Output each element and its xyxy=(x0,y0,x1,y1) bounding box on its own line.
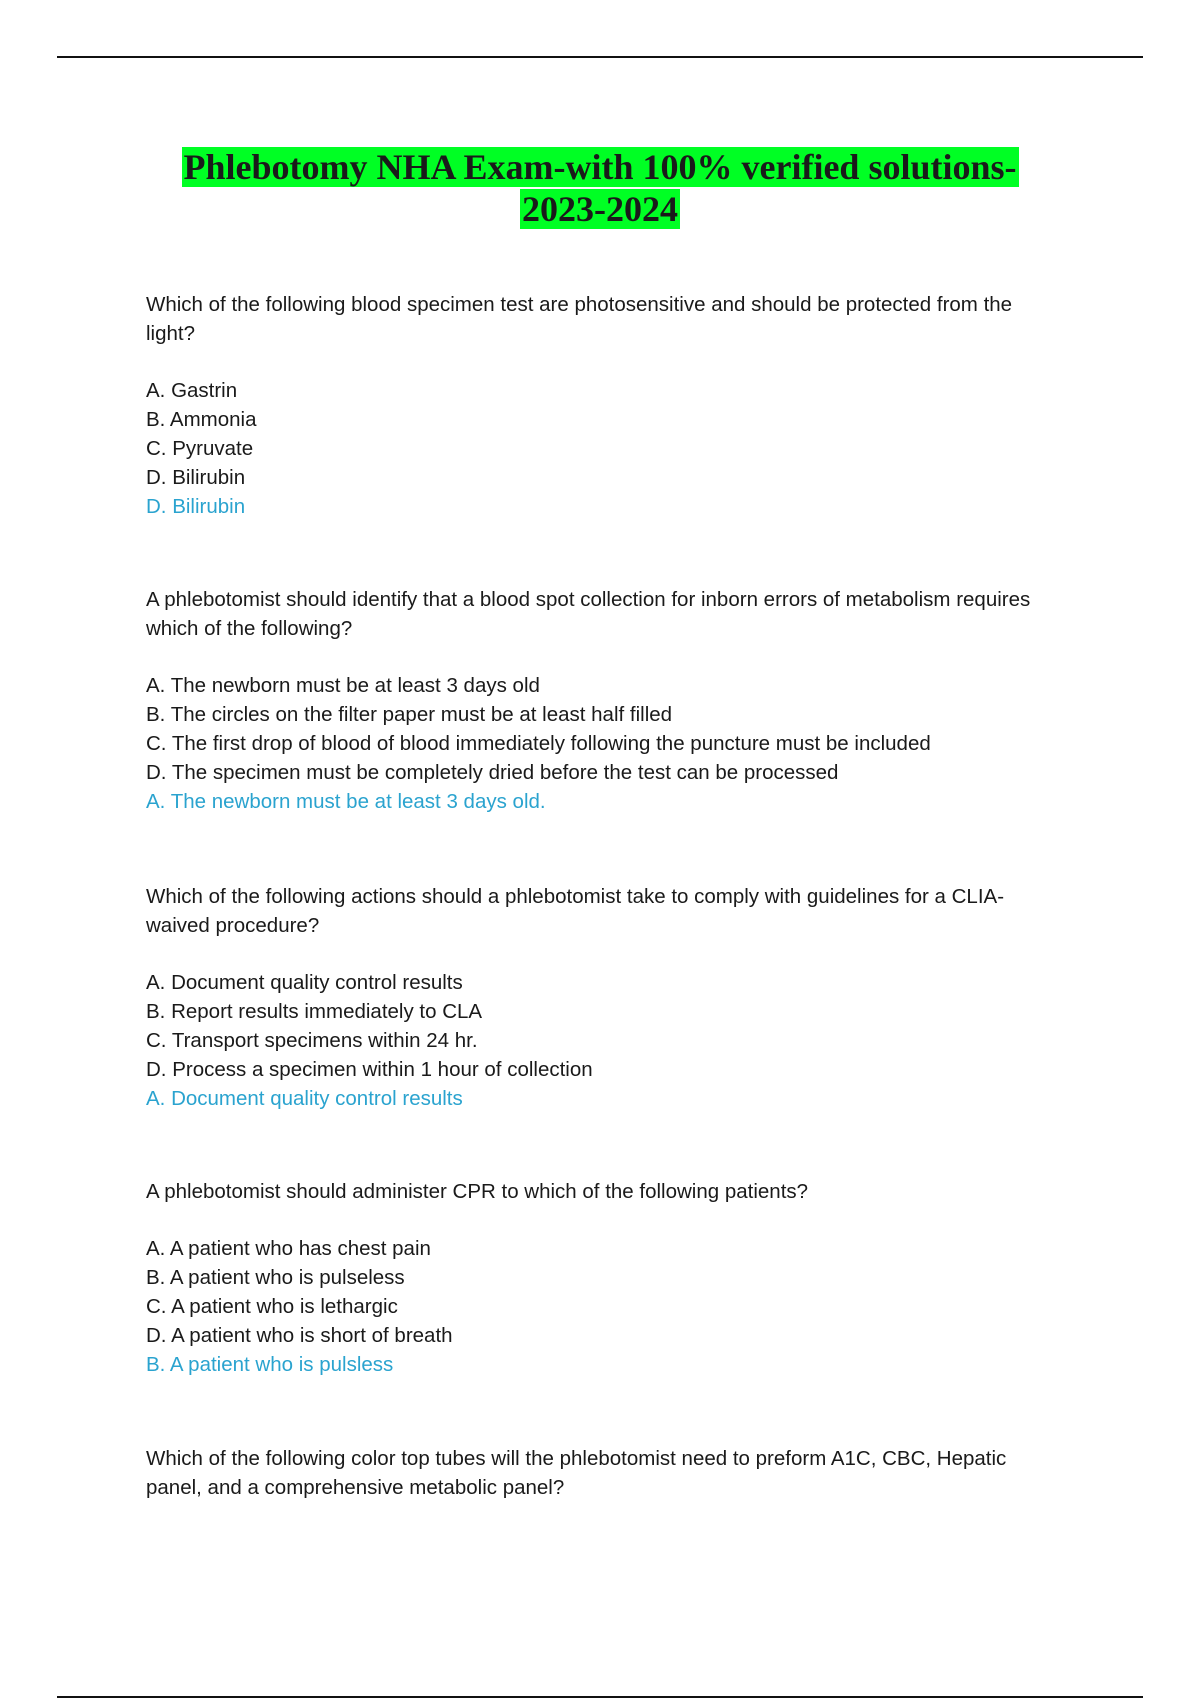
document-title xyxy=(100,146,1100,230)
option-list xyxy=(146,1234,1066,1350)
question-block xyxy=(146,290,1066,521)
correct-answer: B. A patient who is pulsless xyxy=(146,1353,394,1376)
option-a: A. The newborn must be at least 3 days old xyxy=(146,674,540,697)
option-b: B. Ammonia xyxy=(146,408,257,431)
title-line-2: 2023-2024 xyxy=(522,189,678,229)
option-b: B. A patient who is pulseless xyxy=(146,1266,405,1289)
question-stem: A phlebotomist should identify that a blood spot collection for inborn errors of metabolism requires which of the following? xyxy=(146,588,1031,640)
question-stem: A phlebotomist should administer CPR to which of the following patients? xyxy=(146,1180,809,1203)
option-d: D. Process a specimen within 1 hour of collection xyxy=(146,1058,593,1081)
title-line-1: Phlebotomy NHA Exam-with 100% verified solutions- xyxy=(183,147,1017,187)
correct-answer: D. Bilirubin xyxy=(146,495,246,518)
option-d: D. The specimen must be completely dried before the test can be processed xyxy=(146,761,839,784)
option-a: A. Document quality control results xyxy=(146,971,463,994)
option-c: C. A patient who is lethargic xyxy=(146,1295,398,1318)
question-stem: Which of the following color top tubes will the phlebotomist need to preform A1C, CBC, Hepatic panel, and a comprehensive metabolic panel? xyxy=(146,1447,1007,1499)
option-c: C. Transport specimens within 24 hr. xyxy=(146,1029,478,1052)
question-block xyxy=(146,1444,1066,1502)
question-block xyxy=(146,882,1066,1113)
option-b: B. The circles on the filter paper must be at least half filled xyxy=(146,703,673,726)
question-stem: Which of the following blood specimen test are photosensitive and should be protected from the light? xyxy=(146,293,1013,345)
correct-answer: A. Document quality control results xyxy=(146,1087,463,1110)
option-d: D. Bilirubin xyxy=(146,466,246,489)
option-d: D. A patient who is short of breath xyxy=(146,1324,453,1347)
question-stem: Which of the following actions should a phlebotomist take to comply with guidelines for a CLIA-waived procedure? xyxy=(146,885,1005,937)
option-list xyxy=(146,968,1066,1084)
option-list xyxy=(146,671,1066,787)
option-a: A. Gastrin xyxy=(146,379,238,402)
question-block xyxy=(146,585,1066,816)
bottom-rule xyxy=(57,1696,1143,1698)
option-c: C. The first drop of blood of blood immediately following the puncture must be included xyxy=(146,732,931,755)
top-rule xyxy=(57,56,1143,58)
correct-answer: A. The newborn must be at least 3 days old. xyxy=(146,790,546,813)
option-a: A. A patient who has chest pain xyxy=(146,1237,431,1260)
option-b: B. Report results immediately to CLA xyxy=(146,1000,483,1023)
option-c: C. Pyruvate xyxy=(146,437,254,460)
option-list xyxy=(146,376,1066,492)
question-block xyxy=(146,1177,1066,1379)
